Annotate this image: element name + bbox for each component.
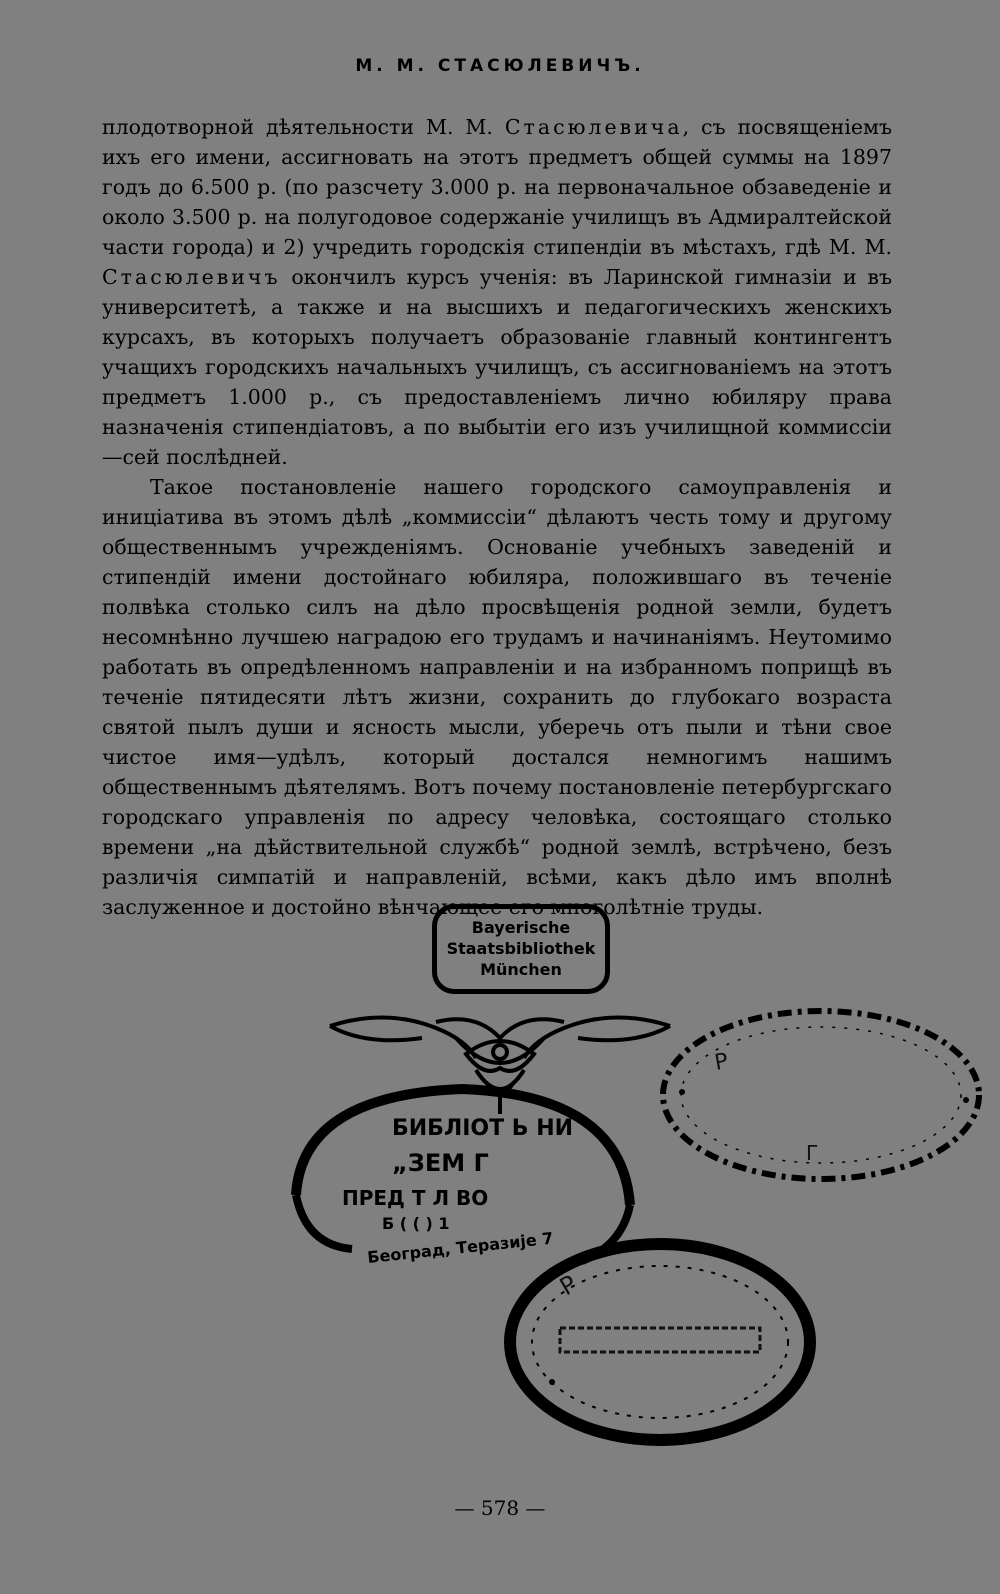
paragraph-2: Такое постановленіе нашего городского самоуправленія и иниціатива въ этомъ дѣлѣ „коммиссіи“ дѣлаютъ честь тому и другому общественнымъ учрежденіямъ. Основаніе учебныхъ заведеній и стипендій имени достойнаго юбиляра, положившаго въ теченіе полвѣка столько силъ на дѣло просвѣщенія родной земли, будетъ несомнѣнно лучшею наградою его трудамъ и начинаніямъ. Неутомимо работать въ опредѣленномъ направленіи и на избранномъ поприщѣ въ теченіе пятидесяти лѣтъ жизни, сохранить до глубокаго возраста святой пылъ души и ясность мысли, уберечь отъ пыли и тѣни свое чистое имя—удѣлъ, который достался немногимъ нашимъ общественнымъ дѣятелямъ. Вотъ почему постановленіе петербургскаго городскаго управленія по адресу человѣка, состоящаго столько времени „на дѣйствительной службѣ“ родной землѣ, встрѣчено, безъ различія симпатій и направленій, всѣми, какъ дѣло имъ вполнѣ заслуженное и достойно вѣнчающее его многолѣтніе труды. (102, 475, 892, 919)
paragraph-1-part-b: , съ посвященіемъ ихъ его имени, ассигновать на этотъ предметъ общей суммы на 1897 годъ до 6.500 р. (по разсчету 3.000 р. на первоначальное обзаведеніе и около 3.500 р. на полугодовое содержаніе училищъ въ Адмиралтейской части города) и 2) учредить городскія стипендіи въ мѣстахъ, гдѣ М. М. (102, 115, 892, 259)
svg-text:Р: Р (712, 1048, 731, 1076)
page-number: — 578 — (454, 1496, 546, 1520)
faded-oval-stamp-icon (656, 1000, 986, 1190)
running-head: М. М. СТАСЮЛЕВИЧЪ. (355, 56, 645, 76)
paragraph-1 (102, 112, 892, 472)
paragraph-1-part-a: плодотворной дѣятельности М. М. (102, 115, 505, 139)
body-text (102, 112, 892, 922)
stamp-line-3: München (480, 960, 562, 979)
faded-oval-stamp-lower-icon (500, 1232, 820, 1452)
library-stamp-bsb (432, 904, 610, 994)
surname-spaced-1: Стасюлевича (504, 115, 683, 139)
paragraph-1-part-c: окончилъ курсъ ученія: въ Ларинской гимназіи и въ университетѣ, а также и на высшихъ и педагогическихъ женскихъ курсахъ, въ которыхъ получаетъ образованіе главный контингентъ учащихъ городскихъ начальныхъ училищъ, съ ассигнованіемъ на этотъ предметъ 1.000 р., съ предоставленіемъ лично юбиляру права назначенія стипендіатовъ, а по выбытіи его изъ училищной коммиссіи—сей послѣдней. (102, 265, 892, 469)
belgrade-stamp-line-1: „ЗЕМ Г (392, 1149, 489, 1177)
svg-text:Р: Р (555, 1269, 582, 1302)
belgrade-stamp-arc-text: БИБЛІОТ Ь НИ (392, 1116, 574, 1141)
stamp-line-1: Bayerische (471, 918, 571, 937)
belgrade-stamp-line-2: ПРЕД Т Л ВО (342, 1186, 489, 1210)
surname-spaced-2: Стасюлевичъ (102, 265, 281, 289)
svg-text:Г: Г (806, 1141, 819, 1165)
belgrade-stamp-line-3: Б ( ( ) 1 (382, 1214, 450, 1233)
stamp-line-2: Staatsbibliothek (446, 939, 596, 958)
belgrade-stamp-line-4: Београд, Теразије 7 (366, 1228, 555, 1267)
